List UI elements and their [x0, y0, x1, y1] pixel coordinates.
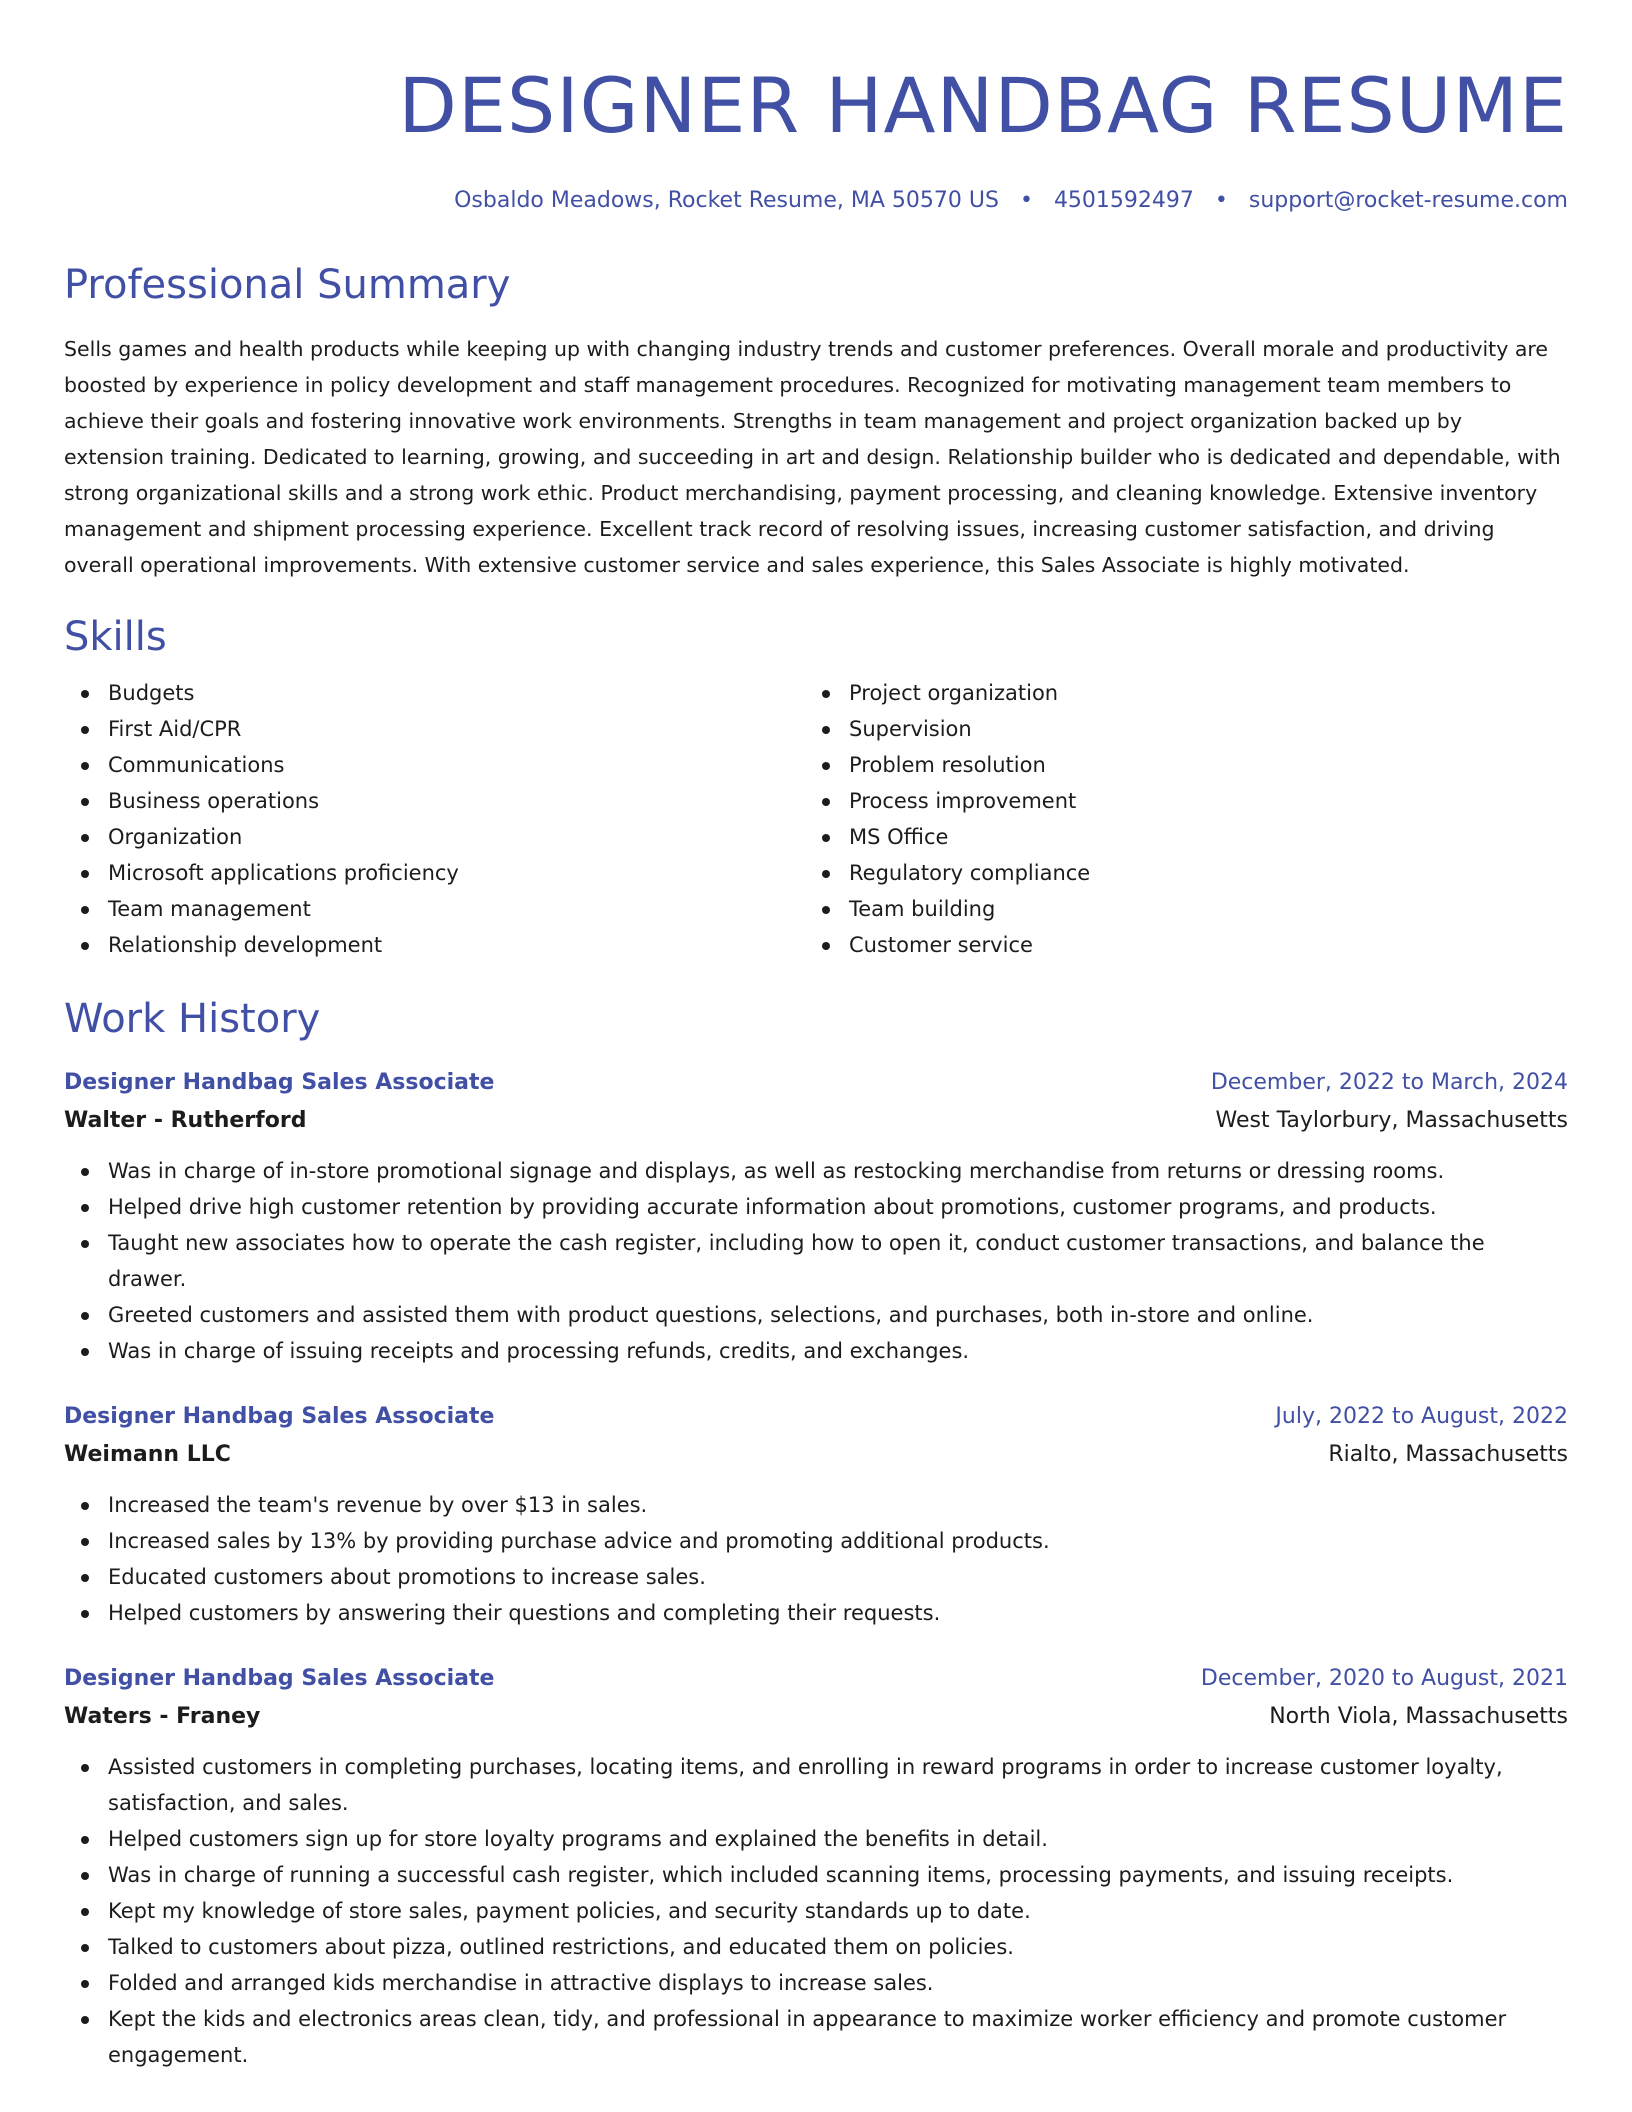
job-dates: December, 2020 to August, 2021	[1200, 1666, 1568, 1691]
job-bullets	[64, 1487, 1568, 1631]
job-dates: December, 2022 to March, 2024	[1210, 1070, 1568, 1095]
resume-header	[64, 61, 1568, 213]
job-header-row	[64, 1065, 1568, 1101]
contact-email: support@rocket-resume.com	[1248, 188, 1568, 213]
job-bullet: Helped drive high customer retention by providing accurate information about promotions, customer programs, and products.	[64, 1189, 1568, 1225]
summary-heading: Professional Summary	[64, 262, 511, 308]
job-entry	[64, 1065, 1568, 1369]
job-bullet: Taught new associates how to operate the cash register, including how to open it, conduct customer transactions, and balance the drawer.	[64, 1225, 1568, 1297]
skill-item: Team building	[805, 891, 1546, 927]
job-bullet: Was in charge of in-store promotional signage and displays, as well as restocking merchandise from returns or dressing rooms.	[64, 1153, 1568, 1189]
job-header-row	[64, 1661, 1568, 1697]
skill-item: Regulatory compliance	[805, 855, 1546, 891]
skill-item: MS Office	[805, 819, 1546, 855]
job-location: Rialto, Massachusetts	[1328, 1442, 1568, 1467]
job-bullet: Kept the kids and electronics areas clean, tidy, and professional in appearance to maximize worker efficiency and promote customer engagement.	[64, 2001, 1568, 2073]
job-bullets	[64, 1153, 1568, 1369]
job-bullet: Educated customers about promotions to increase sales.	[64, 1559, 1568, 1595]
skills-heading: Skills	[64, 614, 167, 660]
skill-item: Microsoft applications proficiency	[64, 855, 805, 891]
job-title: Designer Handbag Sales Associate	[64, 1404, 495, 1429]
job-entry	[64, 1399, 1568, 1631]
job-bullet: Assisted customers in completing purchases, locating items, and enrolling in reward programs in order to increase customer loyalty, satisfaction, and sales.	[64, 1749, 1568, 1821]
skill-item: Budgets	[64, 675, 805, 711]
skill-item: Project organization	[805, 675, 1546, 711]
job-title: Designer Handbag Sales Associate	[64, 1070, 495, 1095]
job-location: West Taylorbury, Massachusetts	[1215, 1108, 1568, 1133]
skills-column-left	[64, 675, 805, 963]
job-company: Weimann LLC	[64, 1442, 231, 1467]
job-bullet: Talked to customers about pizza, outlined restrictions, and educated them on policies.	[64, 1929, 1568, 1965]
job-company: Walter - Rutherford	[64, 1108, 307, 1133]
skills-column-right	[805, 675, 1546, 963]
job-header-row	[64, 1399, 1568, 1435]
job-bullet: Was in charge of issuing receipts and processing refunds, credits, and exchanges.	[64, 1333, 1568, 1369]
contact-separator: •	[1214, 188, 1228, 213]
job-bullet: Was in charge of running a successful cash register, which included scanning items, processing payments, and issuing receipts.	[64, 1857, 1568, 1893]
contact-address: Osbaldo Meadows, Rocket Resume, MA 50570 US	[454, 188, 999, 213]
job-company: Waters - Franey	[64, 1704, 261, 1729]
job-company-row	[64, 1435, 1568, 1473]
skill-item: Problem resolution	[805, 747, 1546, 783]
job-bullet: Helped customers by answering their questions and completing their requests.	[64, 1595, 1568, 1631]
skill-item: Customer service	[805, 927, 1546, 963]
contact-line	[64, 188, 1568, 213]
job-bullet: Increased sales by 13% by providing purchase advice and promoting additional products.	[64, 1523, 1568, 1559]
job-entry	[64, 1661, 1568, 2073]
job-company-row	[64, 1697, 1568, 1735]
skill-item: Business operations	[64, 783, 805, 819]
skill-item: Relationship development	[64, 927, 805, 963]
job-bullet: Greeted customers and assisted them with product questions, selections, and purchases, both in-store and online.	[64, 1297, 1568, 1333]
skill-item: First Aid/CPR	[64, 711, 805, 747]
job-dates: July, 2022 to August, 2022	[1275, 1404, 1568, 1429]
job-title: Designer Handbag Sales Associate	[64, 1666, 495, 1691]
job-bullet: Helped customers sign up for store loyalty programs and explained the benefits in detail.	[64, 1821, 1568, 1857]
job-bullet: Increased the team's revenue by over $13 in sales.	[64, 1487, 1568, 1523]
skill-item: Team management	[64, 891, 805, 927]
job-bullets	[64, 1749, 1568, 2073]
skill-item: Process improvement	[805, 783, 1546, 819]
contact-phone: 4501592497	[1053, 188, 1194, 213]
skill-item: Organization	[64, 819, 805, 855]
job-location: North Viola, Massachusetts	[1269, 1704, 1568, 1729]
job-bullet: Folded and arranged kids merchandise in attractive displays to increase sales.	[64, 1965, 1568, 2001]
skill-item: Supervision	[805, 711, 1546, 747]
skills-list	[64, 675, 1568, 963]
job-bullet: Kept my knowledge of store sales, payment policies, and security standards up to date.	[64, 1893, 1568, 1929]
work-history-heading: Work History	[64, 996, 321, 1042]
resume-title: DESIGNER HANDBAG RESUME	[398, 61, 1568, 150]
skill-item: Communications	[64, 747, 805, 783]
job-company-row	[64, 1101, 1568, 1139]
summary-text: Sells games and health products while keeping up with changing industry trends and customer preferences. Overall morale and productivity are boosted by experience in policy development and staff management procedures. Recognized for motivating management team members to achieve their goals and fostering innovative work environments. Strengths in team management and project organization backed up by extension training. Dedicated to learning, growing, and succeeding in art and design. Relationship builder who is dedicated and dependable, with strong organizational skills and a strong work ethic. Product merchandising, payment processing, and cleaning knowledge. Extensive inventory management and shipment processing experience. Excellent track record of resolving issues, increasing customer satisfaction, and driving overall operational improvements. With extensive customer service and sales experience, this Sales Associate is highly motivated.	[64, 337, 1561, 577]
contact-separator: •	[1019, 188, 1033, 213]
